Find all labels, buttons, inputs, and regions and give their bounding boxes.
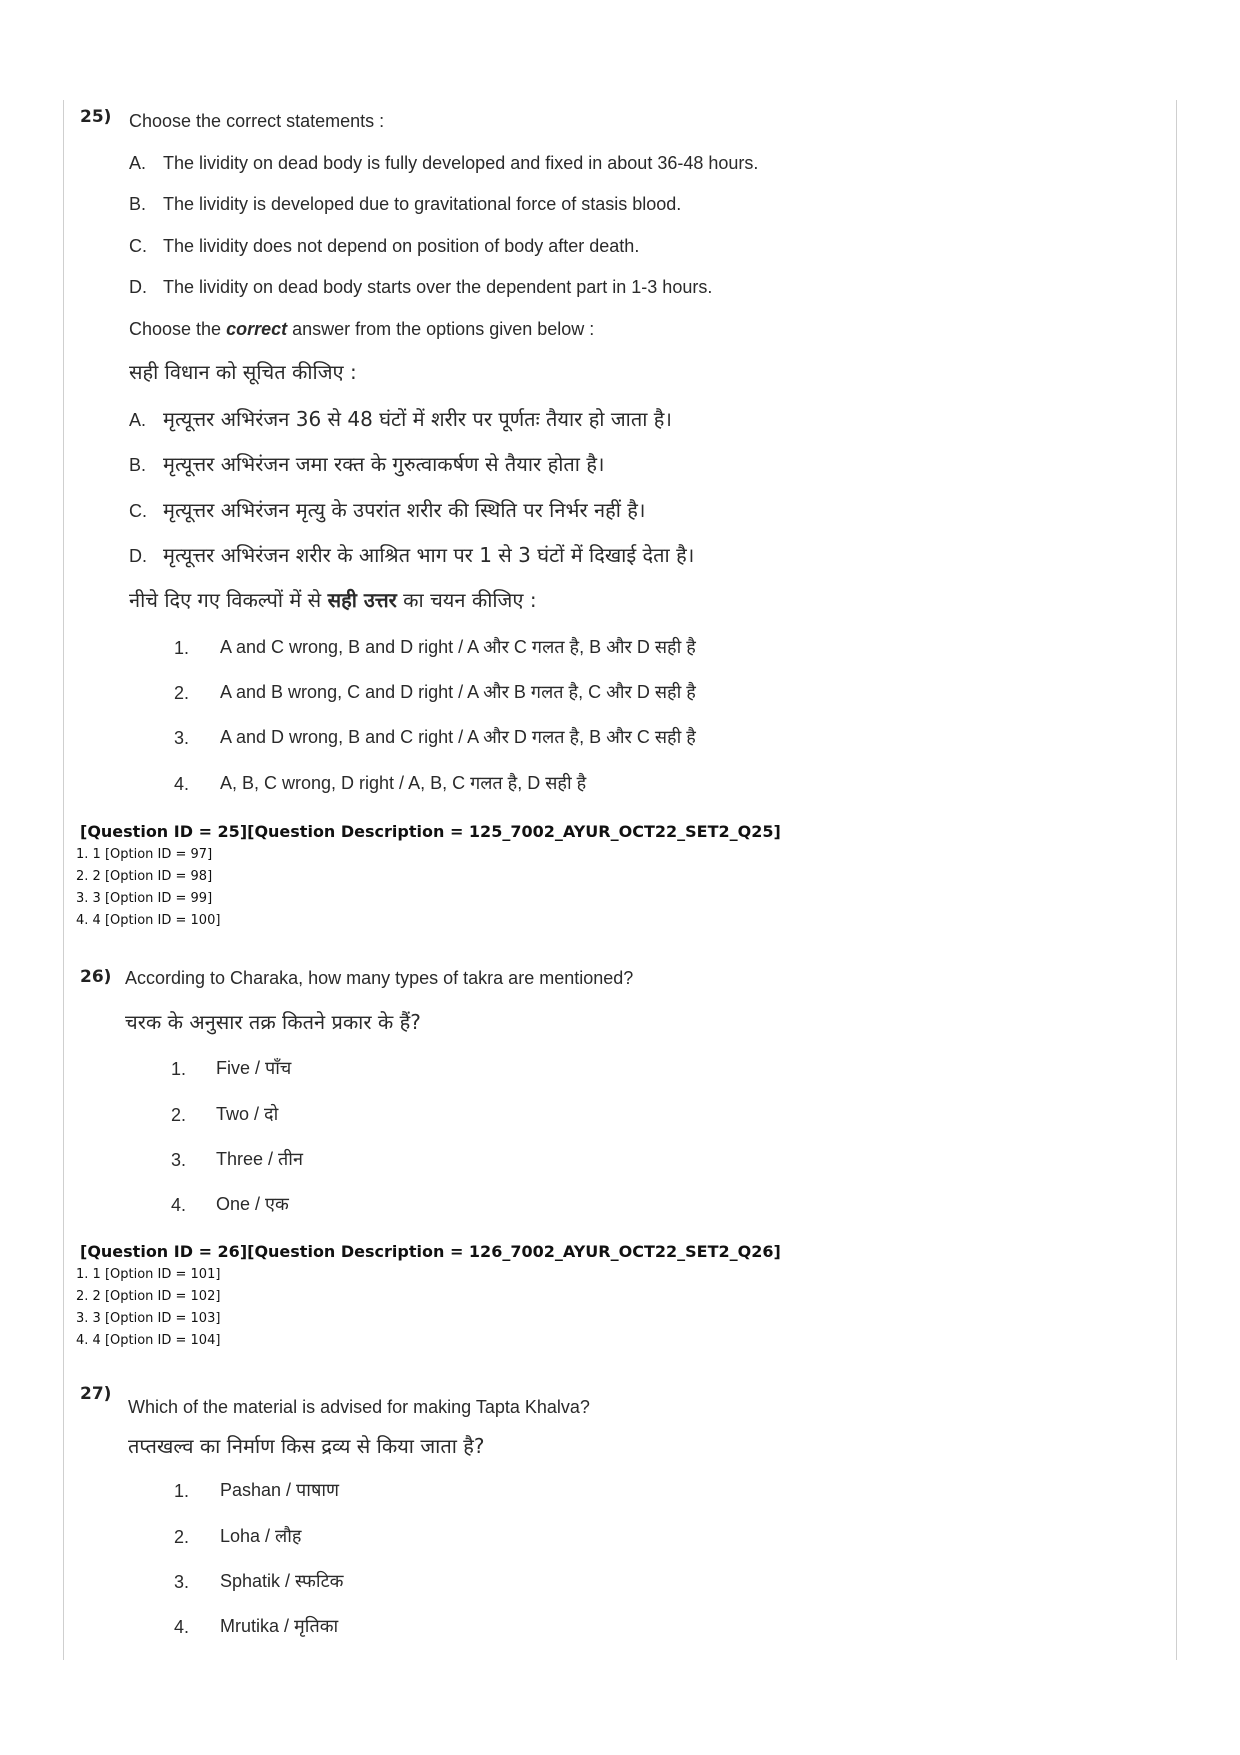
q25-option-id-4: 4. 4 [Option ID = 100] bbox=[76, 913, 221, 928]
q26-meta: [Question ID = 26][Question Description = 126_7002_AYUR_OCT22_SET2_Q26] bbox=[80, 1242, 781, 1261]
q26-option-1[interactable]: Five / पाँच bbox=[216, 1058, 292, 1078]
q27-stem-hindi: तप्तखल्व का निर्माण किस द्रव्य से किया जाता है? bbox=[128, 1434, 485, 1458]
q25-instruction-en: Choose the correct answer from the options given below : bbox=[129, 319, 595, 339]
q25-statement-b-hindi: मृत्यूत्तर अभिरंजन जमा रक्त के गुरुत्वाकर्षण से तैयार होता है। bbox=[163, 452, 605, 476]
q25-option-2[interactable]: A and B wrong, C and D right / A और B गलत है, C और D सही है bbox=[220, 682, 696, 702]
q25-meta: [Question ID = 25][Question Description = 125_7002_AYUR_OCT22_SET2_Q25] bbox=[80, 822, 781, 841]
q26-option-3[interactable]: Three / तीन bbox=[216, 1149, 303, 1169]
q27-stem: Which of the material is advised for making Tapta Khalva? bbox=[128, 1397, 590, 1417]
q25-statement-d: The lividity on dead body starts over the dependent part in 1-3 hours. bbox=[163, 277, 713, 297]
q25-statement-a-hindi-letter: A. bbox=[129, 410, 147, 430]
q27-option-4-number: 4. bbox=[174, 1617, 190, 1637]
q25-option-id-1: 1. 1 [Option ID = 97] bbox=[76, 847, 213, 862]
q26-option-4-number: 4. bbox=[171, 1195, 187, 1215]
q26-option-4[interactable]: One / एक bbox=[216, 1194, 289, 1214]
q27-option-1[interactable]: Pashan / पाषाण bbox=[220, 1480, 340, 1500]
q25-number: 25) bbox=[80, 107, 112, 127]
q25-statement-a-letter: A. bbox=[129, 153, 147, 173]
q26-option-id-2: 2. 2 [Option ID = 102] bbox=[76, 1289, 221, 1304]
q26-option-2-number: 2. bbox=[171, 1105, 187, 1125]
q27-option-2[interactable]: Loha / लौह bbox=[220, 1526, 302, 1546]
q25-option-3[interactable]: A and D wrong, B and C right / A और D गलत है, B और C सही है bbox=[220, 727, 696, 747]
q25-option-1[interactable]: A and C wrong, B and D right / A और C गलत है, B और D सही है bbox=[220, 637, 696, 657]
q25-statement-c-hindi: मृत्यूत्तर अभिरंजन मृत्यु के उपरांत शरीर की स्थिति पर निर्भर नहीं है। bbox=[163, 498, 646, 522]
q25-stem-hindi: सही विधान को सूचित कीजिए : bbox=[129, 360, 357, 384]
q25-stem: Choose the correct statements : bbox=[129, 111, 385, 131]
q25-instruction-hindi: नीचे दिए गए विकल्पों में से सही उत्तर का चयन कीजिए : bbox=[129, 588, 537, 612]
q27-option-2-number: 2. bbox=[174, 1527, 190, 1547]
q26-option-id-1: 1. 1 [Option ID = 101] bbox=[76, 1267, 221, 1282]
q25-option-id-2: 2. 2 [Option ID = 98] bbox=[76, 869, 213, 884]
q26-option-2[interactable]: Two / दो bbox=[216, 1104, 279, 1124]
q25-option-4-number: 4. bbox=[174, 774, 190, 794]
q25-statement-c: The lividity does not depend on position of body after death. bbox=[163, 236, 640, 256]
q26-stem: According to Charaka, how many types of takra are mentioned? bbox=[125, 968, 634, 988]
q25-statement-d-letter: D. bbox=[129, 277, 147, 297]
q25-statement-d-hindi: मृत्यूत्तर अभिरंजन शरीर के आश्रित भाग पर 1 से 3 घंटों में दिखाई देता है। bbox=[163, 543, 695, 567]
q27-number: 27) bbox=[80, 1384, 112, 1404]
q26-number: 26) bbox=[80, 967, 112, 987]
q27-option-3-number: 3. bbox=[174, 1572, 190, 1592]
q26-option-1-number: 1. bbox=[171, 1059, 187, 1079]
q27-option-1-number: 1. bbox=[174, 1481, 190, 1501]
q27-option-3[interactable]: Sphatik / स्फटिक bbox=[220, 1571, 344, 1591]
q25-statement-b-letter: B. bbox=[129, 194, 147, 214]
q26-option-3-number: 3. bbox=[171, 1150, 187, 1170]
q25-option-id-3: 3. 3 [Option ID = 99] bbox=[76, 891, 213, 906]
q25-statement-b: The lividity is developed due to gravitational force of stasis blood. bbox=[163, 194, 682, 214]
q25-statement-b-hindi-letter: B. bbox=[129, 455, 147, 475]
q25-option-1-number: 1. bbox=[174, 638, 190, 658]
q26-option-id-4: 4. 4 [Option ID = 104] bbox=[76, 1333, 221, 1348]
q25-statement-a: The lividity on dead body is fully developed and fixed in about 36-48 hours. bbox=[163, 153, 759, 173]
q27-option-4[interactable]: Mrutika / मृतिका bbox=[220, 1616, 339, 1636]
q25-option-4[interactable]: A, B, C wrong, D right / A, B, C गलत है, D सही है bbox=[220, 773, 587, 793]
q25-statement-c-hindi-letter: C. bbox=[129, 501, 147, 521]
q25-option-3-number: 3. bbox=[174, 728, 190, 748]
q25-option-2-number: 2. bbox=[174, 683, 190, 703]
q25-statement-a-hindi: मृत्यूत्तर अभिरंजन 36 से 48 घंटों में शरीर पर पूर्णतः तैयार हो जाता है। bbox=[163, 407, 673, 431]
q25-statement-d-hindi-letter: D. bbox=[129, 546, 147, 566]
left-margin-rule bbox=[63, 100, 64, 1660]
q26-stem-hindi: चरक के अनुसार तक्र कितने प्रकार के हैं? bbox=[125, 1010, 421, 1034]
right-margin-rule bbox=[1176, 100, 1177, 1660]
q26-option-id-3: 3. 3 [Option ID = 103] bbox=[76, 1311, 221, 1326]
q25-statement-c-letter: C. bbox=[129, 236, 147, 256]
